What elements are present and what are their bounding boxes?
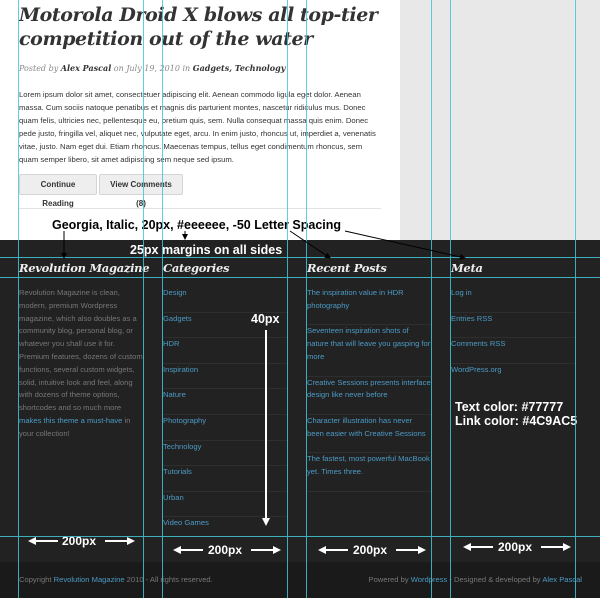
about-widget-text [19, 287, 143, 441]
post-divider [19, 208, 381, 209]
post-meta-prefix: Posted by [19, 64, 61, 73]
text-color-annotation: Text color: #77777 [455, 400, 564, 414]
recent-post-item[interactable]: Seventeen inspiration shots of nature that will leave you gasping for more [307, 325, 431, 376]
category-item-hdr[interactable]: HDR [163, 338, 287, 364]
credits-text [369, 575, 582, 584]
copyright-suffix: 2010 - All rights reserved. [124, 575, 213, 584]
category-item-nature[interactable]: Nature [163, 389, 287, 415]
post-author-link[interactable]: Alex Pascal [60, 63, 112, 73]
copyright-site-link[interactable]: Revolution Magazine [53, 575, 125, 584]
meta-list [451, 287, 575, 389]
category-item-gadgets[interactable]: Gadgets [163, 313, 287, 339]
about-link[interactable]: makes this theme a must-have [19, 415, 123, 425]
meta-comments-rss-link[interactable]: Comments RSS [451, 338, 575, 364]
recent-posts-list [307, 287, 431, 492]
copyright-prefix: Copyright [19, 575, 54, 584]
category-item-inspiration[interactable]: Inspiration [163, 364, 287, 390]
sidebar-background [400, 0, 600, 240]
recent-post-item[interactable]: Creative Sessions presents interface design like never before [307, 377, 431, 415]
category-item-design[interactable]: Design [163, 287, 287, 313]
post-categories-link[interactable]: Gadgets, Technology [192, 63, 286, 73]
about-text-end: in your collection! [19, 415, 131, 438]
author-link[interactable]: Alex Pascal [542, 575, 582, 584]
width-label-col2: 200px [208, 543, 243, 557]
wordpress-link[interactable]: Wordpress [410, 575, 448, 584]
font-spec-annotation: Georgia, Italic, 20px, #eeeeee, -50 Letter Spacing [52, 218, 342, 232]
continue-reading-button[interactable]: Continue Reading [19, 174, 97, 195]
margins-annotation: 25px margins on all sides [130, 243, 283, 257]
view-comments-button[interactable]: View Comments (8) [99, 174, 183, 195]
blog-post [0, 0, 400, 240]
post-excerpt: Lorem ipsum dolor sit amet, consectetuer adipiscing elit. Aenean commodo ligula eget dolor. Aenean massa. Cum sociis natoque penatibus et magnis dis parturient montes, nascetur ridiculus mus. Donec quam felis, ultricies nec, pellentesque eu, pretium quis, sem. Nulla consequat massa quis enim. Donec pede justo, fringilla vel, aliquet nec, vulputate eget, arcu. In enim justo, rhoncus ut, imperdiet a, venenatis vitae, justo. Nam eget dui. Etiam rhoncus. Maecenas tempus, tellus eget condimentum rhoncus, sem quam semper libero, sit amet adipiscing sem neque sed ipsum. [19, 90, 376, 164]
widget-title-about: Revolution Magazine [19, 261, 150, 275]
widget-title-categories: Categories [163, 261, 230, 275]
width-label-col3: 200px [353, 543, 388, 557]
copyright-text [19, 575, 213, 584]
spacing-annotation: 40px [251, 312, 280, 326]
powered-by-text: Powered by [368, 575, 411, 584]
meta-entries-rss-link[interactable]: Entries RSS [451, 313, 575, 339]
recent-post-item[interactable]: The inspiration value in HDR photography [307, 287, 431, 325]
recent-post-item[interactable]: Character illustration has never been easier with Creative Sessions [307, 415, 431, 453]
widget-title-meta: Meta [451, 261, 483, 275]
category-item-urban[interactable]: Urban [163, 492, 287, 518]
post-meta-date: on July 19, 2010 in [111, 64, 193, 73]
widget-title-recent-posts: Recent Posts [307, 261, 387, 275]
post-title[interactable]: Motorola Droid X blows all top-tier competition out of the water [19, 4, 378, 50]
designed-by-text: - Designed & developed by [447, 575, 543, 584]
about-text: Revolution Magazine is clean, modern, premium Wordpress magazine, which also doubles as a community blog, personal blog, or whatever you shall use it for. Premium features, dozens of custom functions, several custom widgets, solid, intuitive look and feel, along with dozens of theme options, shortcodes and so much more [19, 288, 143, 413]
category-item-technology[interactable]: Technology [163, 441, 287, 467]
category-item-photography[interactable]: Photography [163, 415, 287, 441]
width-label-col1: 200px [62, 534, 97, 548]
category-item-video-games[interactable]: Video Games [163, 518, 209, 528]
category-item-tutorials[interactable]: Tutorials [163, 466, 287, 492]
meta-login-link[interactable]: Log in [451, 287, 575, 313]
post-meta [19, 63, 285, 73]
width-label-col4: 200px [498, 540, 533, 554]
link-color-annotation: Link color: #4C9AC5 [455, 414, 578, 428]
meta-wordpress-link[interactable]: WordPress.org [451, 364, 502, 374]
recent-post-item[interactable]: The fastest, most powerful MacBook yet. Times three. [307, 453, 431, 491]
